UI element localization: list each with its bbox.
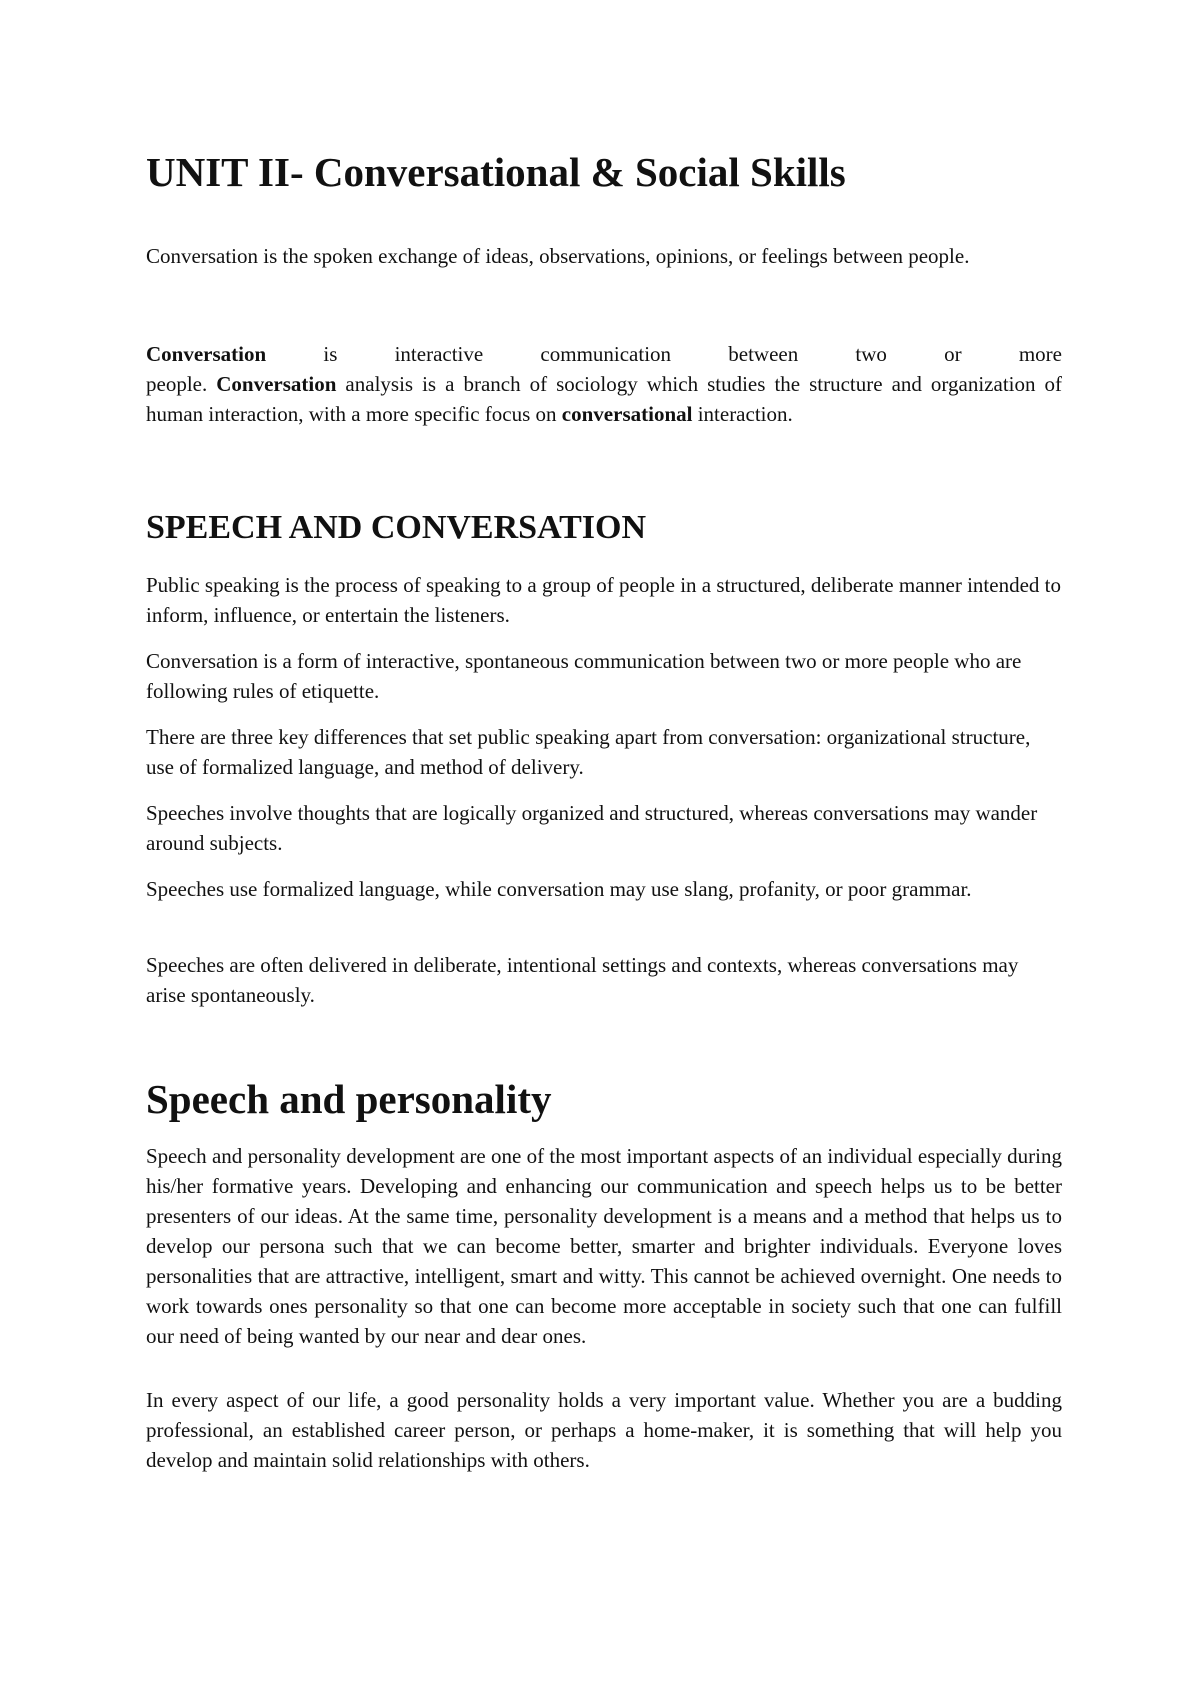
personality-paragraph-1: Speech and personality development are one of the most important aspects of an individual especially during his/her formative years. Developing and enhancing our communication and speech helps us to be better presenters of our ideas. At the same time, personality development is a means and a method that helps us to develop our persona such that we can become better, smarter and brighter individuals. Everyone loves personalities that are attractive, intelligent, smart and witty. This cannot be achieved overnight. One needs to work towards ones personality so that one can become more acceptable in society such that one can fulfill our need of being wanted by our near and dear ones.	[146, 1144, 1062, 1348]
page-title: UNIT II- Conversational & Social Skills	[146, 149, 846, 195]
intro-p2-text-4: interaction.	[692, 402, 793, 426]
intro-paragraph-2-first-line	[146, 339, 1062, 369]
speech-paragraph-3: There are three key differences that set public speaking apart from conversation: organizational structure, use of formalized language, and method of delivery.	[146, 725, 1031, 779]
speech-paragraph-5: Speeches use formalized language, while conversation may use slang, profanity, or poor grammar.	[146, 877, 972, 901]
speech-paragraph-1: Public speaking is the process of speaking to a group of people in a structured, deliberate manner intended to inform, influence, or entertain the listeners.	[146, 573, 1061, 627]
personality-paragraph-2: In every aspect of our life, a good personality holds a very important value. Whether you are a budding professional, an established career person, or perhaps a home-maker, it is something that will help you develop and maintain solid relationships with others.	[146, 1388, 1062, 1472]
speech-paragraph-4: Speeches involve thoughts that are logically organized and structured, whereas conversations may wander around subjects.	[146, 801, 1038, 855]
speech-paragraph-2: Conversation is a form of interactive, spontaneous communication between two or more people who are following rules of etiquette.	[146, 649, 1022, 703]
section-heading-speech-conversation: SPEECH AND CONVERSATION	[146, 509, 647, 546]
intro-paragraph-1: Conversation is the spoken exchange of ideas, observations, opinions, or feelings between people.	[146, 244, 970, 268]
conversational-term: conversational	[561, 402, 693, 426]
intro-paragraph-2	[146, 339, 1062, 429]
speech-paragraph-6: Speeches are often delivered in deliberate, intentional settings and contexts, whereas conversations may arise spontaneously.	[146, 953, 1019, 1007]
section-heading-speech-personality: Speech and personality	[146, 1076, 552, 1122]
conversation-term-2: Conversation	[216, 372, 337, 396]
intro-p2-text-2: people.	[146, 372, 217, 396]
intro-p2-text-3: analysis is a branch of sociology which studies the structure and organization of human interaction, with a more specific focus on	[146, 372, 1062, 426]
conversation-term: Conversation	[146, 342, 267, 366]
intro-p2-text-1: is interactive communication between two or more	[266, 342, 1062, 366]
